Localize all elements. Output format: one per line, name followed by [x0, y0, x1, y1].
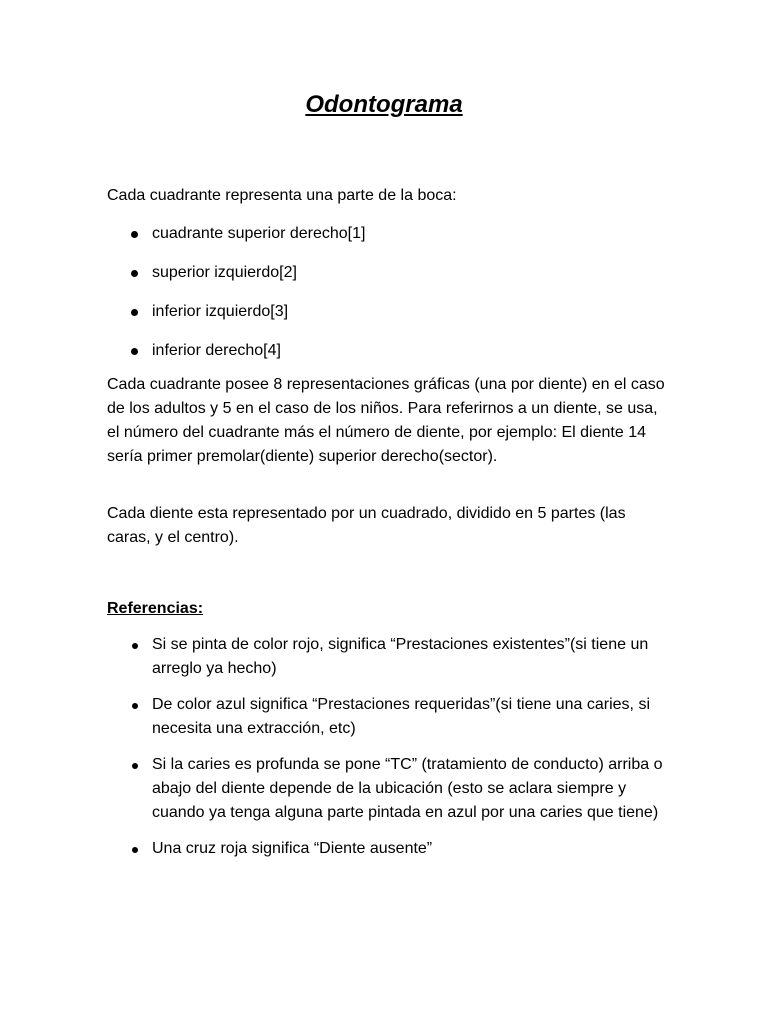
list-item: cuadrante superior derecho[1] [107, 222, 667, 246]
references-heading: Referencias: [107, 600, 204, 617]
paragraph-tooth-description: Cada diente esta representado por un cuadrado, dividido en 5 partes (las caras, y el centro). [107, 505, 626, 546]
references-list [107, 633, 667, 873]
list-item: inferior izquierdo[3] [107, 300, 667, 324]
list-item: Si la caries es profunda se pone “TC” (tratamiento de conducto) arriba o abajo del diente depende de la ubicación (esto se aclara siempre y cuando ya tenga alguna parte pintada en azul por una caries que tiene) [107, 753, 667, 825]
quadrant-list [107, 222, 667, 378]
list-item: Una cruz roja significa “Diente ausente” [107, 837, 667, 861]
list-item: inferior derecho[4] [107, 339, 667, 363]
list-item: superior izquierdo[2] [107, 261, 667, 285]
list-item: De color azul significa “Prestaciones requeridas”(si tiene una caries, si necesita una extracción, etc) [107, 693, 667, 741]
page-title: Odontograma [305, 91, 463, 118]
paragraph-quadrant-description: Cada cuadrante posee 8 representaciones gráficas (una por diente) en el caso de los adultos y 5 en el caso de los niños. Para referirnos a un diente, se usa, el número del cuadrante más el número de diente, por ejemplo: El diente 14 sería primer premolar(diente) superior derecho(sector). [107, 376, 665, 465]
list-item: Si se pinta de color rojo, significa “Prestaciones existentes”(si tiene un arreglo ya hecho) [107, 633, 667, 681]
intro-text: Cada cuadrante representa una parte de la boca: [107, 187, 457, 204]
